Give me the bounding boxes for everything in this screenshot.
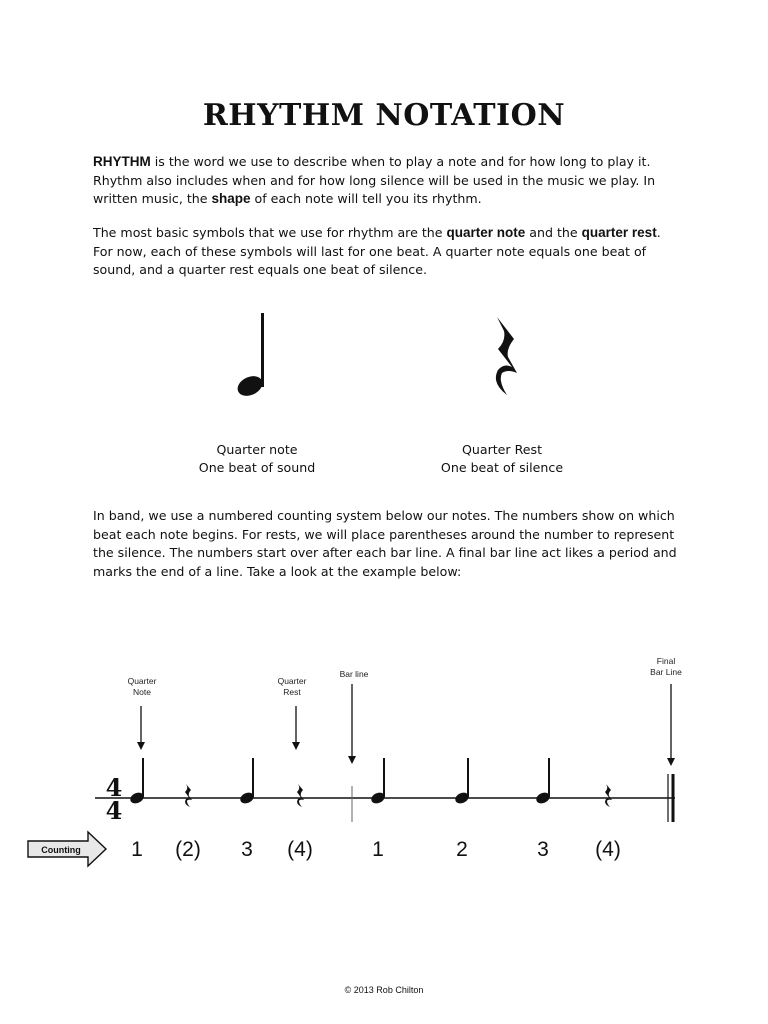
quarter-rest-caption xyxy=(402,441,602,477)
keyword-quarter-note: quarter note xyxy=(446,225,526,240)
rhythm-example xyxy=(0,640,768,880)
paragraph-basic-symbols xyxy=(93,224,678,280)
count-label: (4) xyxy=(595,838,621,861)
paragraph-text: . For now, each of these symbols will last for one beat. A quarter note equals one beat of sound, and a quarter rest equals one beat of silence. xyxy=(93,225,661,277)
quarter-note-icon xyxy=(239,758,256,805)
keyword-quarter-rest: quarter rest xyxy=(581,225,657,240)
arrowhead xyxy=(348,756,356,764)
annotation-line: Final xyxy=(656,656,676,666)
annotation-quarter-rest xyxy=(278,676,307,697)
arrowhead xyxy=(292,742,300,750)
annotation-line: Note xyxy=(133,687,151,697)
quarter-note-icon xyxy=(370,758,387,805)
paragraph-text: In band, we use a numbered counting system below our notes. The numbers show on which beat each note begins. For rests, we will place parentheses around the number to represent the silence. The numbers start over after each bar line. A final bar line act likes a period and marks the end of a line. Take a look at the example below: xyxy=(93,508,677,579)
paragraph-text: of each note will tell you its rhythm. xyxy=(250,191,482,206)
annotation-line: Quarter xyxy=(277,676,307,686)
quarter-rest-icon xyxy=(297,784,304,807)
arrowhead xyxy=(137,742,145,750)
paragraph-rhythm-definition xyxy=(93,153,678,209)
quarter-rest-icon xyxy=(605,784,612,807)
count-label: 3 xyxy=(537,838,549,861)
annotation-quarter-note xyxy=(128,676,157,697)
quarter-note-icon xyxy=(129,758,146,805)
count-label: 1 xyxy=(131,838,143,861)
quarter-note-caption xyxy=(157,441,357,477)
paragraph-text: and the xyxy=(525,225,582,240)
paragraph-text: The most basic symbols that we use for rhythm are the xyxy=(93,225,447,240)
annotation-bar-line: Bar line xyxy=(339,669,369,679)
annotation-line: Bar Line xyxy=(650,667,682,677)
copyright-footer: © 2013 Rob Chilton xyxy=(344,985,424,995)
caption-line: One beat of sound xyxy=(198,460,316,475)
keyword-shape: shape xyxy=(211,191,251,206)
annotation-arrows xyxy=(137,684,675,766)
annotation-line: Quarter xyxy=(127,676,157,686)
arrowhead xyxy=(667,758,675,766)
page-title: RHYTHM NOTATION xyxy=(202,98,566,133)
quarter-rest-icon xyxy=(185,784,192,807)
time-signature-top: 4 xyxy=(105,773,123,802)
caption-line: Quarter note xyxy=(216,442,298,457)
caption-line: Quarter Rest xyxy=(461,442,543,457)
time-signature-bottom: 4 xyxy=(105,796,123,825)
keyword-rhythm: RHYTHM xyxy=(93,154,151,169)
count-label: (2) xyxy=(175,838,201,861)
quarter-note-icon xyxy=(535,758,552,805)
annotation-line: Rest xyxy=(283,687,301,697)
paragraph-counting-system xyxy=(93,507,678,581)
paragraph-text: is the word we use to describe when to play a note and for how long to play it. Rhythm also includes when and for how long silence will be used in the music we play. In written music, the xyxy=(93,154,656,206)
quarter-note-icon xyxy=(454,758,471,805)
counting-arrow-icon xyxy=(28,832,106,866)
caption-line: One beat of silence xyxy=(440,460,564,475)
counting-label: Counting xyxy=(41,845,81,855)
count-label: 2 xyxy=(456,838,468,861)
count-label: 3 xyxy=(241,838,253,861)
count-label: (4) xyxy=(287,838,313,861)
quarter-note-icon xyxy=(228,310,278,402)
beats-layer xyxy=(129,758,621,861)
quarter-rest-icon xyxy=(488,315,528,399)
count-label: 1 xyxy=(372,838,384,861)
annotation-final-bar-line xyxy=(650,656,682,677)
